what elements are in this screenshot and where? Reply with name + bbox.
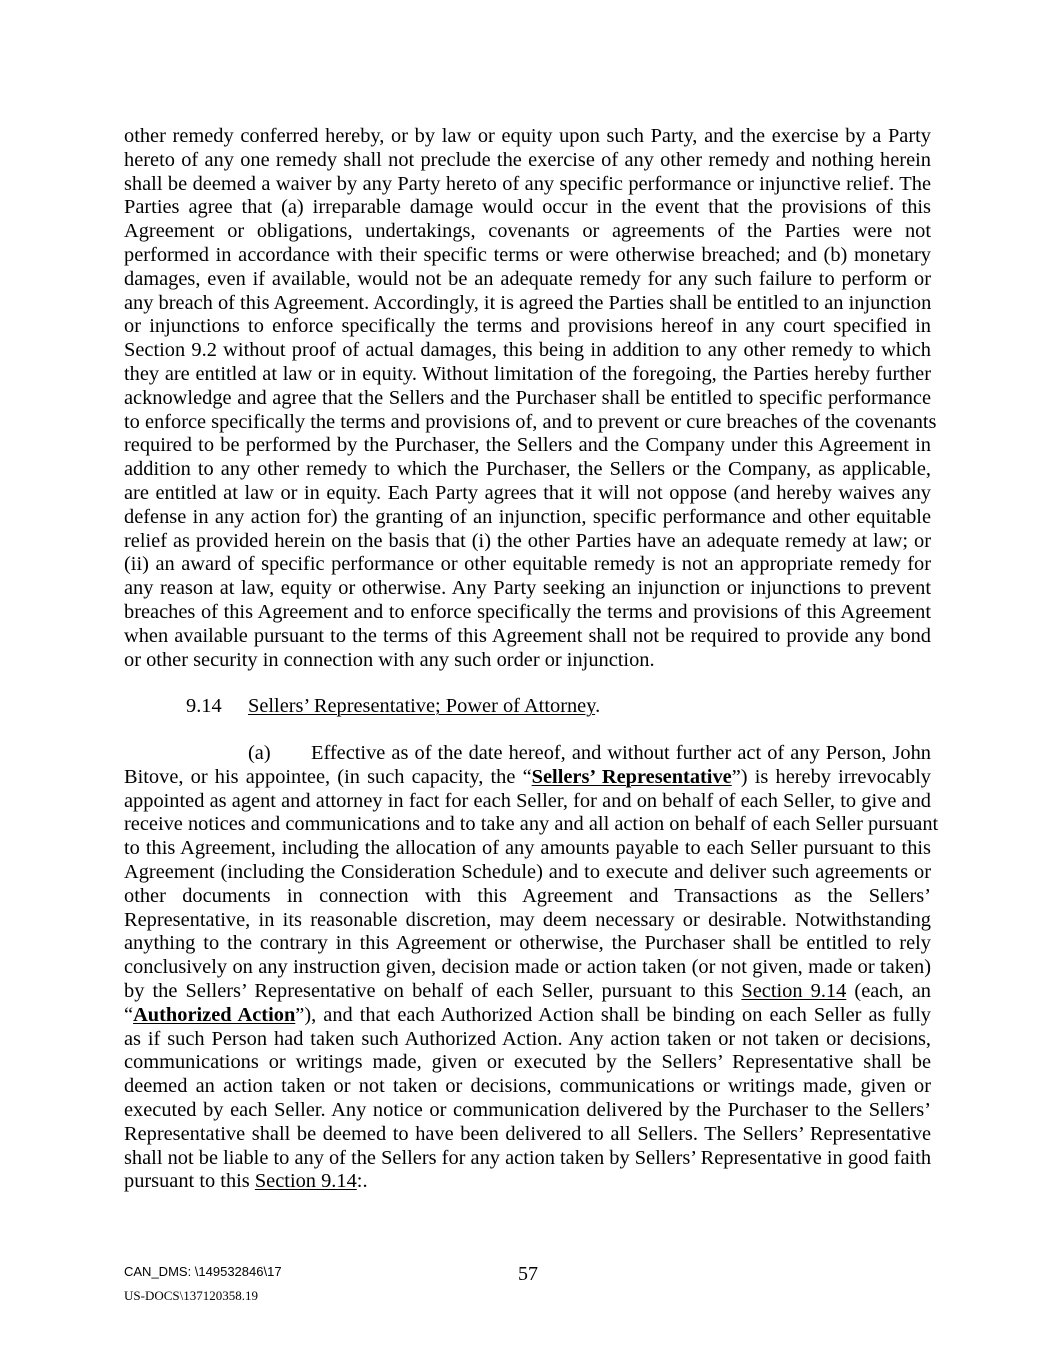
paragraph-line: required to be performed by the Purchaser, the Sellers and the Company under this Agreement in <box>124 434 931 457</box>
paragraph-line: or other security in connection with any such order or injunction. <box>124 648 655 671</box>
paragraph-line: relief as provided herein on the basis that (i) the other Parties have an adequate remedy at law; or <box>124 529 931 552</box>
paragraph-line: executed by each Seller. Any notice or communication delivered by the Purchaser to the Sellers’ <box>124 1098 931 1121</box>
paragraph-line: appointed as agent and attorney in fact for each Seller, for and on behalf of each Seller, to give and <box>124 789 931 812</box>
page-number: 57 <box>518 1263 538 1285</box>
paragraph-line: any reason at law, equity or otherwise. Any Party seeking an injunction or injunctions to prevent <box>124 577 931 600</box>
paragraph-line: defense in any action for) the granting of an injunction, specific performance and other equitable <box>124 505 931 528</box>
section-heading <box>186 695 600 719</box>
paragraph-line <box>124 742 931 766</box>
paragraph-line: are entitled at law or in equity. Each Party agrees that it will not oppose (and hereby waives any <box>124 481 931 504</box>
line-text: Effective as of the date hereof, and without further act of any Person, John <box>311 742 931 764</box>
paragraph-line: they are entitled at law or in equity. Without limitation of the foregoing, the Parties hereby further <box>124 362 931 385</box>
section-reference: Section 9.14 <box>254 1170 357 1193</box>
paragraph-line: communications or writings made, given or executed by the Sellers’ Representative shall be <box>124 1051 931 1074</box>
paragraph-line: Agreement or obligations, undertakings, covenants or agreements of the Parties were not <box>124 220 931 243</box>
paragraph-line: as if such Person had taken such Authorized Action. Any action taken or not taken or decisions, <box>124 1027 931 1050</box>
paragraph-a <box>124 742 939 1194</box>
paragraph-line: Section 9.2 without proof of actual damages, this being in addition to any other remedy to which <box>124 339 931 362</box>
paragraph-line: deemed an action taken or not taken or decisions, communications or writings made, given or <box>124 1075 931 1098</box>
paragraph-line: performed in accordance with their specific terms or were otherwise breached; and (b) monetary <box>124 243 931 266</box>
paragraph-line: shall not be liable to any of the Sellers for any action taken by Sellers’ Representative in good faith <box>124 1146 932 1169</box>
paragraph-line: Agreement (including the Consideration Schedule) and to execute and deliver such agreements or <box>124 860 931 883</box>
paragraph-line: shall be deemed a waiver by any Party hereto of any specific performance or injunctive relief. The <box>124 172 931 195</box>
defined-term: Authorized Action <box>133 1003 296 1026</box>
paragraph-line: to this Agreement, including the allocation of any amounts payable to each Seller pursuant to this <box>124 837 931 860</box>
paragraph-line: other documents in connection with this Agreement and Transactions as the Sellers’ <box>124 884 931 907</box>
paragraph-line: hereto of any one remedy shall not preclude the exercise of any other remedy and nothing herein <box>124 148 931 171</box>
paragraph-line: “Authorized Action”), and that each Authorized Action shall be binding on each Seller as fully <box>124 1003 931 1026</box>
clause-label: (a) <box>248 742 271 764</box>
paragraph-line: Parties agree that (a) irreparable damage would occur in the event that the provisions of this <box>124 196 931 219</box>
paragraph-line: to enforce specifically the terms and provisions of, and to prevent or cure breaches of the covenants <box>124 410 937 433</box>
paragraph-remedies <box>124 125 937 672</box>
defined-term: Sellers’ Representative <box>531 765 732 788</box>
paragraph-line: by the Sellers’ Representative on behalf of each Seller, pursuant to this Section 9.14 (each, an <box>124 979 931 1002</box>
paragraph-line: addition to any other remedy to which the Purchaser, the Sellers or the Company, as applicable, <box>124 458 931 481</box>
section-title: Sellers’ Representative; Power of Attorney <box>248 695 596 717</box>
section-reference: Section 9.14 <box>741 979 847 1002</box>
paragraph-line: other remedy conferred hereby, or by law or equity upon such Party, and the exercise by a Party <box>124 125 931 147</box>
paragraph-line: conclusively on any instruction given, decision made or action taken (or not given, made or taken) <box>124 956 931 979</box>
footer-doc-id-us: US-DOCS\137120358.19 <box>124 1288 258 1303</box>
paragraph-line: acknowledge and agree that the Sellers and the Purchaser shall be entitled to specific performance <box>124 386 931 409</box>
paragraph-line: damages, even if available, would not be an adequate remedy for any such failure to perform or <box>124 267 931 290</box>
paragraph-line: pursuant to this Section 9.14:. <box>124 1170 368 1193</box>
paragraph-line: Bitove, or his appointee, (in such capacity, the “Sellers’ Representative”) is hereby irrevocably <box>124 765 932 788</box>
paragraph-line: any breach of this Agreement. Accordingly, it is agreed the Parties shall be entitled to an injunction <box>124 291 932 314</box>
section-number: 9.14 <box>186 695 222 717</box>
footer-doc-id-can: CAN_DMS: \149532846\17 <box>124 1264 282 1279</box>
paragraph-line: anything to the contrary in this Agreement or otherwise, the Purchaser shall be entitled to rely <box>124 932 931 955</box>
paragraph-line: when available pursuant to the terms of this Agreement shall not be required to provide any bond <box>124 624 931 647</box>
section-title-period: . <box>595 695 601 717</box>
paragraph-line: receive notices and communications and to take any and all action on behalf of each Seller pursuant <box>124 813 939 836</box>
paragraph-line: breaches of this Agreement and to enforce specifically the terms and provisions of this Agreement <box>124 600 931 623</box>
paragraph-line: Representative shall be deemed to have been delivered to all Sellers. The Sellers’ Representative <box>124 1122 931 1145</box>
paragraph-line: Representative, in its reasonable discretion, may deem necessary or desirable. Notwithstanding <box>124 908 931 931</box>
paragraph-line: or injunctions to enforce specifically the terms and provisions hereof in any court specified in <box>124 315 931 338</box>
paragraph-line: (ii) an award of specific performance or other equitable remedy is not an appropriate remedy for <box>124 553 931 576</box>
